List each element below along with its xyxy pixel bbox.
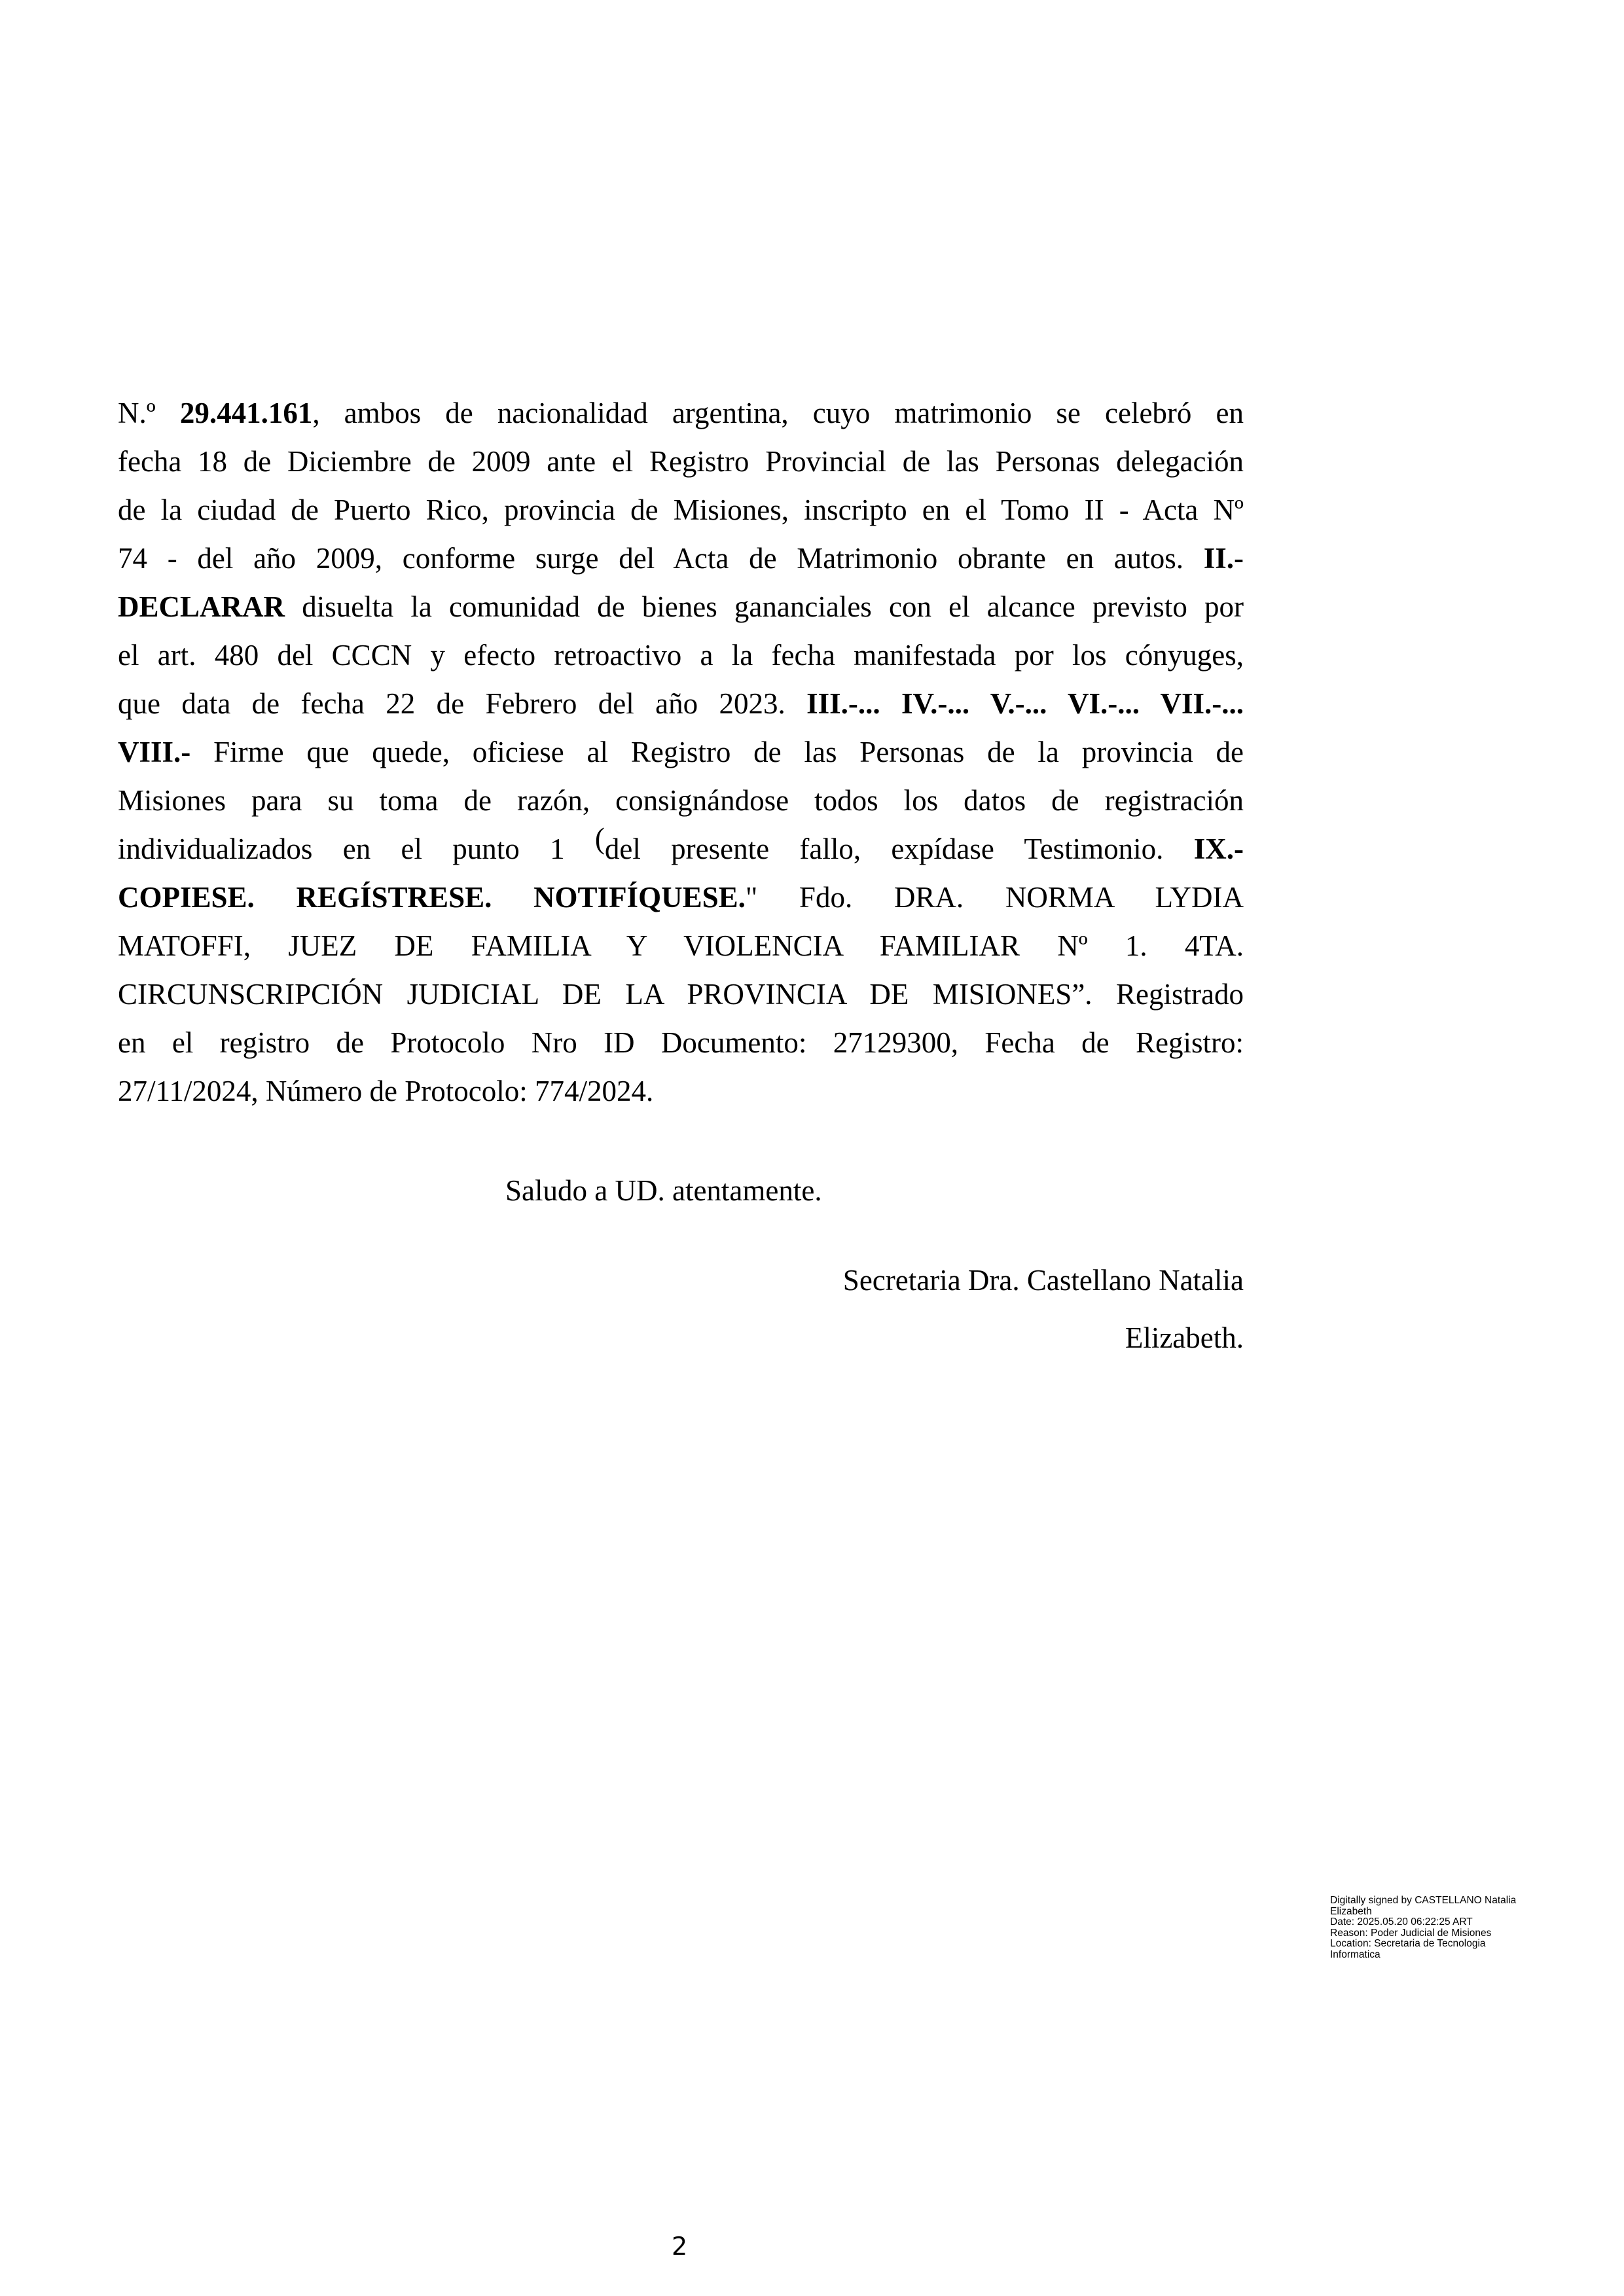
bold-text: 29.441.161	[179, 397, 313, 429]
body-line	[118, 534, 1244, 583]
signature-line: Digitally signed by CASTELLANO Natalia	[1330, 1895, 1517, 1906]
body-line	[118, 1018, 1244, 1067]
text-segment: que data de fecha 22 de Febrero del año 2023.	[118, 687, 807, 720]
text-segment: Firme que quede, oficiese al Registro de las Personas de la provincia de	[190, 736, 1244, 768]
text-segment: fecha 18 de Diciembre de 2009 ante el Registro Provincial de las Personas delegación	[118, 445, 1244, 478]
body-line	[118, 822, 1244, 873]
bold-text: DECLARAR	[118, 590, 285, 623]
text-segment: individualizados en el punto 1	[118, 833, 595, 865]
text-segment: 74 - del año 2009, conforme surge del Acta de Matrimonio obrante en autos.	[118, 542, 1204, 575]
text-segment: , ambos de nacionalidad argentina, cuyo matrimonio se celebró en	[312, 397, 1244, 429]
text-segment: el art. 480 del CCCN y efecto retroactivo a la fecha manifestada por los cónyuges,	[118, 639, 1244, 672]
text-segment: " Fdo. DRA. NORMA LYDIA	[745, 881, 1244, 914]
body-line	[118, 970, 1244, 1018]
text-segment: MATOFFI, JUEZ DE FAMILIA Y VIOLENCIA FAMILIAR Nº 1. 4TA.	[118, 929, 1244, 962]
body-line	[118, 583, 1244, 631]
text-segment: N.º	[118, 397, 180, 429]
page-number: 2	[672, 2232, 688, 2261]
signature-reason: Reason: Poder Judicial de Misiones	[1330, 1927, 1492, 1939]
bold-text: II.-	[1203, 542, 1244, 575]
text-segment: en el registro de Protocolo Nro ID Documento: 27129300, Fecha de Registro:	[118, 1026, 1244, 1059]
body-line	[118, 389, 1244, 437]
text-segment: (	[594, 822, 605, 855]
bold-text: VIII.-	[118, 736, 191, 768]
bold-text: III.-... IV.-... V.-... VI.-... VII.-...	[806, 687, 1244, 720]
bold-text: IX.-	[1193, 833, 1244, 865]
signer-name: Secretaria Dra. Castellano Natalia	[842, 1264, 1244, 1297]
body-line	[118, 776, 1244, 825]
signer-name-cont: Elizabeth.	[1125, 1321, 1244, 1354]
digital-signature-stamp	[1330, 1895, 1516, 1960]
text-segment: Misiones para su toma de razón, consignándose todos los datos de registración	[118, 784, 1244, 817]
body-line	[118, 486, 1244, 534]
signature-date: Date: 2025.05.20 06:22:25 ART	[1330, 1916, 1473, 1928]
text-segment: del presente fallo, expídase Testimonio.	[604, 833, 1194, 865]
text-segment: disuelta la comunidad de bienes gananciales con el alcance previsto por	[285, 590, 1244, 623]
body-line	[118, 873, 1244, 922]
signature-location-cont: Informatica	[1330, 1948, 1380, 1960]
text-segment: 27/11/2024, Número de Protocolo: 774/2024.	[118, 1075, 654, 1107]
signature-line: Elizabeth	[1330, 1905, 1372, 1917]
body-line	[118, 922, 1244, 970]
body-line	[118, 631, 1244, 679]
signature-location: Location: Secretaria de Tecnologia	[1330, 1938, 1486, 1949]
body-line	[118, 679, 1244, 728]
signer-block	[843, 1251, 1244, 1367]
closing-greeting: Saludo a UD. atentamente.	[505, 1174, 822, 1207]
body-line	[118, 1067, 1244, 1115]
body-line	[118, 728, 1244, 776]
body-line	[118, 437, 1244, 486]
text-segment: CIRCUNSCRIPCIÓN JUDICIAL DE LA PROVINCIA DE MISIONES”. Registrado	[118, 978, 1244, 1011]
bold-text: COPIESE. REGÍSTRESE. NOTIFÍQUESE.	[118, 881, 746, 914]
text-segment: de la ciudad de Puerto Rico, provincia de Misiones, inscripto en el Tomo II - Acta Nº	[118, 493, 1244, 526]
resolution-body	[118, 389, 1244, 1115]
